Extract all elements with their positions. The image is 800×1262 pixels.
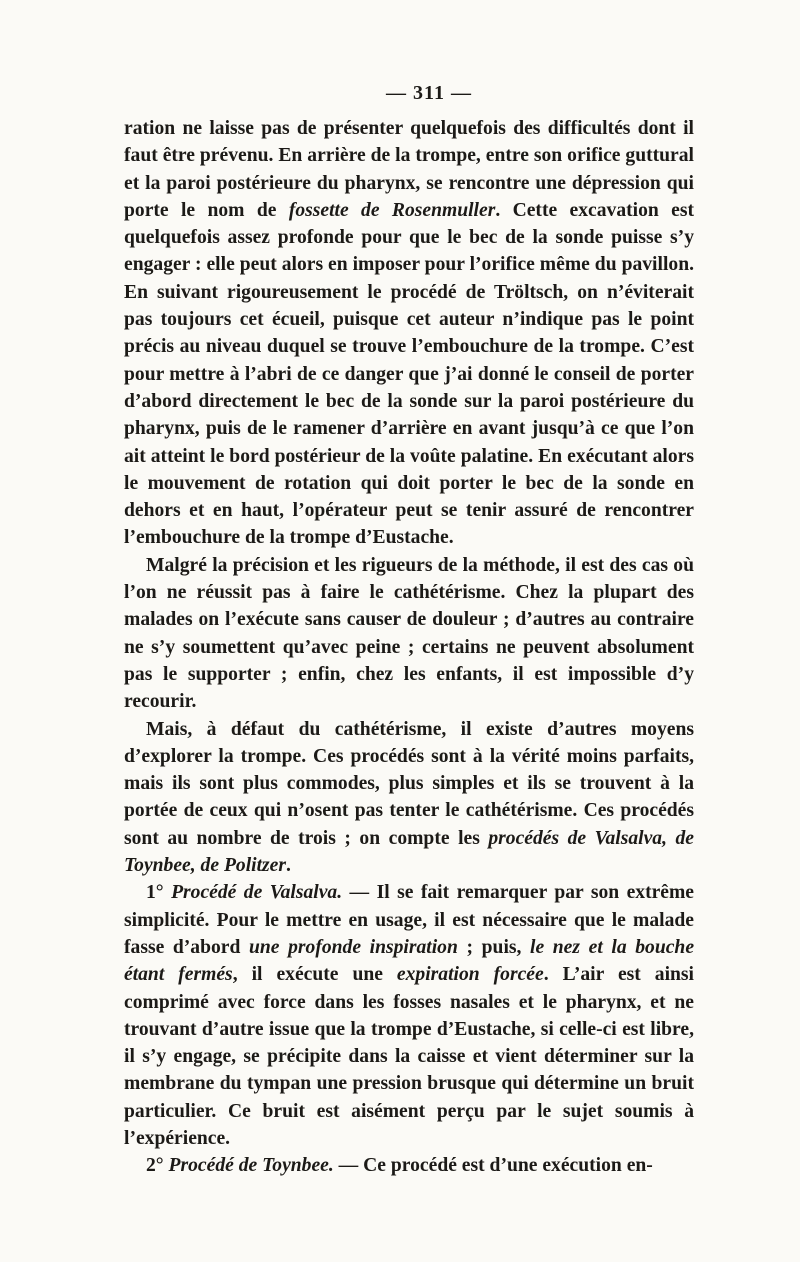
text-run: . <box>285 855 291 877</box>
text-run: ration ne laisse pas de présenter quelquefois des difficultés dont il faut être prévenu. En arrière de la trompe, entre son orifice guttural et la paroi postérieure du pharynx, se rencontre une dépression qui porte le nom de <box>124 118 694 221</box>
italic-text: Procédé de Valsalva. <box>171 882 343 904</box>
text-run: — Il se fait remarquer par son extrême simplicité. Pour le mettre en usage, il est nécessaire que le malade fasse d’abord <box>124 882 695 958</box>
paragraph <box>124 716 694 880</box>
italic-text: le nez et la bouche étant fermés <box>124 936 695 986</box>
text-run: Malgré la précision et les rigueurs de la méthode, il est des cas où l’on ne réussit pas à faire le cathétérisme. Chez la plupart des malades on l’exécute sans causer de douleur ; d’autres au contraire ne s’y soumettent qu’avec peine ; certains ne peuvent absolument pas le supporter ; enfin, chez les enfants, il est impossible d’y recourir. <box>124 554 694 713</box>
text-run: 2° <box>146 1155 169 1177</box>
text-run: — Ce procédé est d’une exécution en- <box>333 1155 653 1177</box>
text-run: . L’air est ainsi comprimé avec force dans les fosses nasales et le pharynx, et ne trouvant d’autre issue que la trompe d’Eustache, si celle-ci est libre, il s’y engage, se précipite dans la caisse et vient déterminer sur la membrane du tympan une pression brusque qui détermine un bruit particulier. Ce bruit est aisément perçu par le sujet soumis à l’expérience. <box>124 964 694 1149</box>
text-run: 1° <box>146 882 172 904</box>
italic-text: fossette de Rosenmuller <box>288 199 496 221</box>
italic-text: Procédé de Toynbee. <box>168 1155 334 1177</box>
paragraph <box>124 115 694 552</box>
italic-text: une profonde inspiration <box>249 936 458 958</box>
page-number: — 311 — <box>386 82 472 104</box>
text-run: ; puis, <box>457 936 531 958</box>
paragraph <box>124 879 694 1152</box>
text-run: . Cette excavation est quelquefois assez profonde pour que le bec de la sonde puisse s’y engager : elle peut alors en imposer pour l’orifice même du pavillon. En suivant rigoureusement le procédé de Tröltsch, on n’éviterait pas toujours cet écueil, puisque cet auteur n’indique pas le point précis au niveau duquel se trouve l’embouchure de la trompe. C’est pour mettre à l’abri de ce danger que j’ai donné le conseil de porter d’abord directement le bec de la sonde sur la paroi postérieure du pharynx, puis de le ramener d’arrière en avant jusqu’à ce que l’on ait atteint le bord postérieur de la voûte palatine. En exécutant alors le mouvement de rotation qui doit porter le bec de la sonde en dehors et en haut, l’opérateur peut se tenir assuré de rencontrer l’embouchure de la trompe d’Eustache. <box>124 199 694 549</box>
paragraph <box>124 552 694 716</box>
text-run: Mais, à défaut du cathétérisme, il existe d’autres moyens d’explorer la trompe. Ces procédés sont à la vérité moins parfaits, mais ils sont plus commodes, plus simples et ils se trouvent à la portée de ceux qui n’osent pas tenter le cathétérisme. Ces procédés sont au nombre de trois ; on compte les <box>124 718 694 849</box>
body-text <box>124 115 694 1180</box>
text-run: , il exécute une <box>232 964 397 986</box>
paragraph <box>124 1152 694 1179</box>
italic-text: expiration forcée <box>396 964 544 986</box>
italic-text: procédés de Valsalva, de Toynbee, de Politzer <box>124 827 694 877</box>
